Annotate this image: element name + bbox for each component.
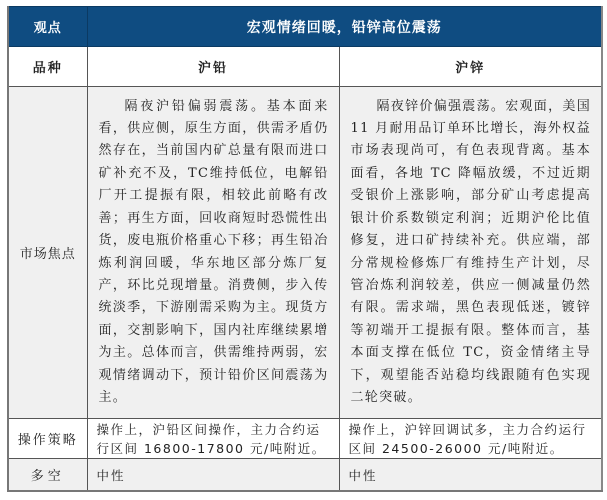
variety-label: 品种 — [8, 47, 87, 87]
direction-row — [8, 459, 602, 492]
header-label: 观点 — [8, 7, 87, 47]
direction-zinc-text: 中性 — [348, 467, 378, 483]
strategy-lead-text: 操作上，沪铅区间操作，主力合约运行区间 16800-17800 元/吨附近。 — [96, 421, 326, 456]
commodity-outlook-table — [7, 6, 603, 492]
market-focus-label: 市场焦点 — [8, 87, 87, 419]
direction-lead-cell — [87, 459, 339, 492]
variety-row — [8, 47, 602, 87]
market-focus-lead-cell — [87, 87, 339, 419]
strategy-lead-cell — [87, 419, 339, 459]
market-focus-zinc-text: 隔夜锌价偏强震荡。宏观面，美国 11 月耐用品订单环比增长，海外权益市场表现尚可，有色表现背离。基本面看，各地 TC 降幅放缓，不过近期受银价上涨影响，部分矿山考虑提高银计价系数锁定利润；近期沪伦比值修复，进口矿持续补充。供应端，部分常规检修炼厂有维持生产计划，尽管冶炼利润较差，供应一侧减量仍然有限。需求端，黑色表现低迷，镀锌等初端开工提振有限。整体而言，基本面支撑在低位 TC，资金情绪主导下，观望能否站稳均线跟随有色实现二轮突破。 — [350, 98, 592, 405]
header-row — [8, 7, 602, 47]
direction-lead-text: 中性 — [96, 467, 126, 483]
market-focus-zinc-cell — [339, 87, 602, 419]
variety-lead: 沪铅 — [87, 47, 339, 87]
header-title: 宏观情绪回暖，铅锌高位震荡 — [87, 7, 602, 47]
variety-zinc: 沪锌 — [339, 47, 602, 87]
strategy-row — [8, 419, 602, 459]
strategy-label: 操作策略 — [8, 419, 87, 459]
market-focus-row — [8, 87, 602, 419]
strategy-zinc-cell — [339, 419, 602, 459]
direction-zinc-cell — [339, 459, 602, 492]
strategy-zinc-text: 操作上，沪锌回调试多，主力合约运行区间 24500-26000 元/吨附近。 — [348, 421, 587, 456]
direction-label: 多空 — [8, 459, 87, 492]
market-focus-lead-text: 隔夜沪铅偏弱震荡。基本面来看，供应侧，原生方面，供需矛盾仍然存在，当前国内矿总量有限而进口矿补充不及，TC维持低位，电解铅厂开工提振有限，相较此前略有改善；再生方面，回收商短时恐慌性出货，废电瓶价格重心下移；再生铅冶炼利润回暖，华东地区部分炼厂复产，环比兑现增量。消费侧，步入传统淡季，下游刚需采购为主。现货方面，交割影响下，国内社库继续累增为主。总体而言，供需维持两弱，宏观情绪调动下，预计铅价区间震荡为主。 — [98, 98, 329, 405]
